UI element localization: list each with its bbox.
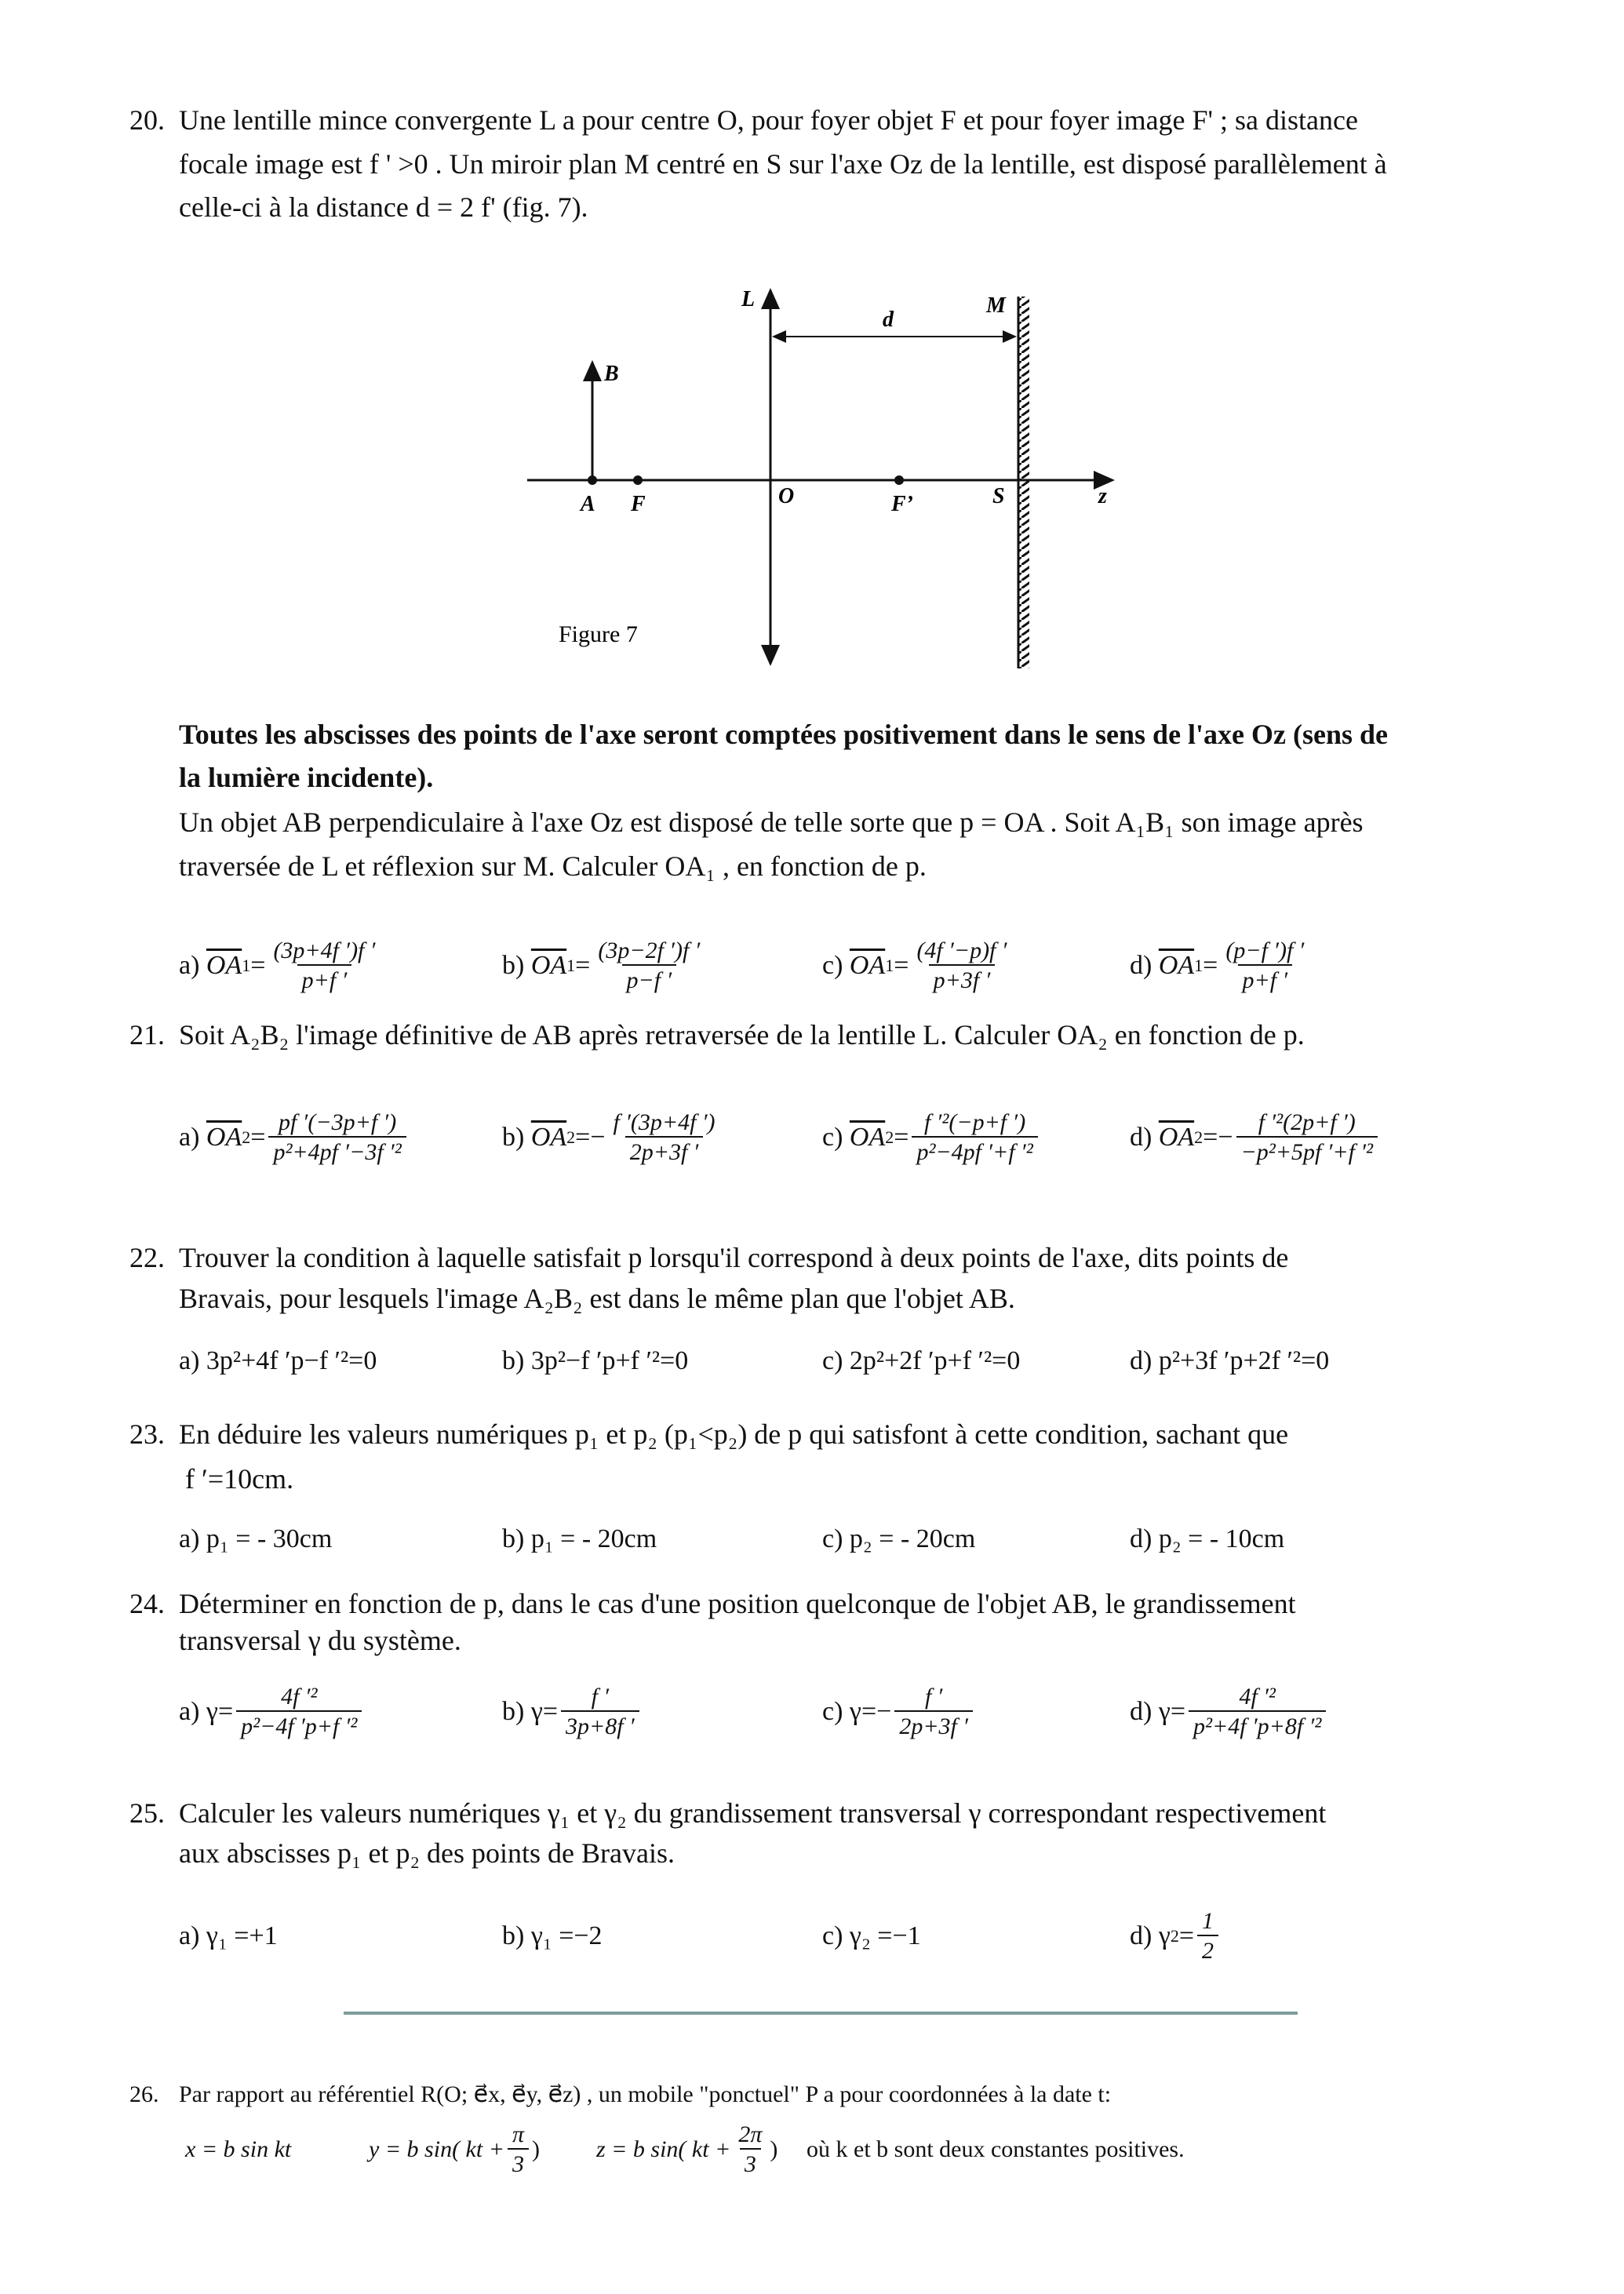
answer-option-a[interactable] — [179, 1909, 278, 1964]
option-fraction — [1189, 1684, 1326, 1740]
denominator: 3p+8f ′ — [561, 1710, 639, 1740]
z-eq-num: 2π — [738, 2121, 763, 2147]
option-fraction — [912, 938, 1011, 994]
answer-option-d[interactable] — [1130, 1110, 1381, 1165]
option-lhs: γ — [849, 1697, 861, 1726]
denominator: p²+4pf ′−3f ′² — [268, 1136, 406, 1166]
option-sign: = — [1178, 1921, 1195, 1950]
y-eq-num: π — [512, 2121, 524, 2147]
answer-option-d[interactable] — [1130, 1684, 1329, 1739]
question-number: 25. — [129, 1797, 165, 1829]
option-fraction — [1221, 938, 1309, 994]
option-fraction — [894, 1684, 973, 1740]
denominator: p+f ′ — [1238, 964, 1293, 994]
option-lhs: γ — [530, 1697, 543, 1726]
question-number: 24. — [129, 1588, 165, 1619]
option-label: a) — [179, 1697, 200, 1726]
option-label: a) — [179, 1123, 200, 1152]
option-label: d) — [1130, 1346, 1152, 1375]
denominator: p+3f ′ — [929, 964, 996, 994]
q23-line-1: En déduire les valeurs numériques p₁ et p₂ (p₁<p₂) de p qui satisfont à cette condition, sachant que — [179, 1418, 1289, 1450]
denominator: p+f ′ — [297, 964, 352, 994]
answer-option-d[interactable] — [1130, 938, 1312, 993]
option-sign: =− — [1203, 1123, 1233, 1152]
z-eq-pre: z = b sin( kt + — [596, 2136, 731, 2162]
answer-option-c[interactable] — [822, 1512, 975, 1567]
answer-option-d[interactable] — [1130, 1909, 1222, 1964]
z-eq-den: 3 — [740, 2148, 761, 2178]
label-z: z — [1098, 484, 1107, 508]
option-lhs: $\overline{OA}$ — [530, 1123, 567, 1152]
option-sign: = — [1203, 951, 1218, 980]
option-lhs: $\overline{OA}$ — [849, 1123, 886, 1152]
option-fraction — [1236, 1109, 1378, 1166]
option-label: a) — [179, 1921, 200, 1950]
q20-bold-line-1: Toutes les abscisses des points de l'axe seront comptées positivement dans le sens de l'axe Oz (sens de — [179, 719, 1389, 750]
option-sign: = — [894, 1123, 909, 1152]
q26-text: Par rapport au référentiel R(O; e⃗x, e⃗y, e⃗z) , un mobile "ponctuel" P a pour coordonnées à la date t: — [179, 2081, 1112, 2107]
option-subscript: 2 — [1194, 1127, 1203, 1147]
option-label: d) — [1130, 1697, 1152, 1726]
q20-line-1: Une lentille mince convergente L a pour centre O, pour foyer objet F et pour foyer image F' ; sa distance — [179, 104, 1358, 136]
option-fraction — [593, 938, 705, 994]
option-lhs: $\overline{OA}$ — [849, 951, 886, 980]
option-text: 2p²+2f ′p+f ′²=0 — [849, 1346, 1021, 1375]
option-label: a) — [179, 951, 200, 980]
numerator: f ′²(2p+f ′) — [1258, 1109, 1356, 1135]
denominator: p²−4f ′p+f ′² — [236, 1710, 362, 1740]
numerator: 4f ′² — [1239, 1684, 1276, 1710]
option-label: d) — [1130, 1921, 1152, 1950]
y-eq-pre: y = b sin( kt + — [369, 2136, 504, 2162]
option-sign: = — [1170, 1697, 1186, 1726]
q20-after-line-1: Un objet AB perpendiculaire à l'axe Oz est disposé de telle sorte que p = OA . Soit A₁B₁ son image après — [179, 807, 1364, 838]
numerator: (3p+4f ′)f ′ — [273, 938, 376, 963]
y-equation — [369, 2121, 540, 2177]
label-S: S — [992, 484, 1005, 508]
option-lhs: $\overline{OA}$ — [530, 951, 567, 980]
option-subscript: 1 — [566, 956, 576, 975]
answer-option-a[interactable] — [179, 1684, 365, 1739]
mirror-M — [1018, 297, 1029, 668]
question-number: 23. — [129, 1418, 165, 1450]
label-d: d — [883, 308, 894, 332]
option-lhs: γ — [206, 1697, 218, 1726]
option-text: p₂ = - 10cm — [1158, 1524, 1285, 1553]
denominator: 2 — [1197, 1935, 1218, 1964]
option-lhs: $\overline{OA}$ — [206, 951, 242, 980]
answer-option-b[interactable] — [502, 1334, 688, 1389]
answer-option-a[interactable] — [179, 938, 383, 993]
option-lhs: $\overline{OA}$ — [1158, 951, 1195, 980]
option-text: p₁ = - 20cm — [530, 1524, 657, 1553]
numerator: 4f ′² — [281, 1684, 318, 1710]
point-F — [633, 475, 643, 485]
option-label: c) — [822, 1921, 843, 1950]
option-label: c) — [822, 1346, 843, 1375]
y-eq-den: 3 — [508, 2148, 529, 2178]
q20-line-3: celle-ci à la distance d = 2 f' (fig. 7). — [179, 191, 588, 223]
option-label: b) — [502, 1346, 525, 1375]
option-lhs: $\overline{OA}$ — [1158, 1123, 1195, 1152]
denominator: p−f ′ — [622, 964, 677, 994]
q24-line-2: transversal γ du système. — [179, 1625, 461, 1656]
option-text: γ₁ =+1 — [206, 1921, 278, 1950]
denominator: p²−4pf ′+f ′² — [912, 1136, 1037, 1166]
option-label: b) — [502, 1123, 525, 1152]
option-label: a) — [179, 1346, 200, 1375]
label-B: B — [604, 362, 619, 386]
option-subscript: 2 — [885, 1127, 894, 1147]
answer-option-b[interactable] — [502, 1512, 657, 1567]
denominator: 2p+3f ′ — [625, 1136, 704, 1166]
numerator: 1 — [1202, 1908, 1214, 1934]
option-label: d) — [1130, 951, 1152, 980]
option-fraction — [609, 1109, 720, 1166]
q25-line-2: aux abscisses p₁ et p₂ des points de Bravais. — [179, 1837, 675, 1869]
point-F-prime — [894, 475, 904, 485]
option-sign: = — [894, 951, 909, 980]
option-label: b) — [502, 1921, 525, 1950]
q24-line-1: Déterminer en fonction de p, dans le cas d'une position quelconque de l'objet AB, le grandissement — [179, 1588, 1296, 1619]
option-fraction — [561, 1684, 639, 1740]
option-label: c) — [822, 1697, 843, 1726]
answer-option-a[interactable] — [179, 1334, 377, 1389]
option-subscript: 2 — [242, 1127, 251, 1147]
option-fraction — [912, 1109, 1037, 1166]
option-subscript: 1 — [242, 956, 251, 975]
option-label: b) — [502, 951, 525, 980]
option-label: d) — [1130, 1524, 1152, 1553]
denominator: 2p+3f ′ — [894, 1710, 973, 1740]
option-sign: = — [575, 951, 591, 980]
answer-option-c[interactable] — [822, 1909, 921, 1964]
q22-line-1: Trouver la condition à laquelle satisfait p lorsqu'il correspond à deux points de l'axe, dits points de — [179, 1242, 1289, 1273]
option-label: c) — [822, 951, 843, 980]
z-equation — [596, 2121, 778, 2177]
option-sign: = — [217, 1697, 234, 1726]
answer-option-a[interactable] — [179, 1110, 410, 1165]
question-number: 21. — [129, 1019, 165, 1051]
figure-7-lens-mirror-diagram — [0, 0, 1624, 706]
numerator: f ′(3p+4f ′) — [613, 1109, 716, 1135]
answer-option-b[interactable] — [502, 938, 708, 993]
option-lhs: γ — [1158, 1697, 1171, 1726]
option-sign: = — [250, 1123, 266, 1152]
option-fraction — [268, 938, 380, 994]
numerator: f ′²(−p+f ′) — [923, 1109, 1026, 1135]
option-text: p₂ = - 20cm — [849, 1524, 976, 1553]
label-O: O — [778, 484, 795, 508]
answer-option-b[interactable] — [502, 1909, 603, 1964]
q20-after-line-2: traversée de L et réflexion sur M. Calculer OA₁ , en fonction de p. — [179, 850, 927, 882]
q25-line-1: Calculer les valeurs numériques γ₁ et γ₂ du grandissement transversal γ correspondant respectivement — [179, 1797, 1327, 1829]
option-lhs: γ — [1158, 1921, 1171, 1950]
label-A: A — [581, 492, 595, 516]
answer-option-c[interactable] — [822, 1684, 976, 1739]
option-label: d) — [1130, 1123, 1152, 1152]
answer-option-c[interactable] — [822, 938, 1014, 993]
option-label: a) — [179, 1524, 200, 1553]
q20-line-2: focale image est f ' >0 . Un miroir plan M centré en S sur l'axe Oz de la lentille, est disposé parallèlement à — [179, 148, 1387, 180]
option-subscript: 2 — [1170, 1926, 1179, 1946]
option-text: 3p²−f ′p+f ′²=0 — [530, 1346, 689, 1375]
option-subscript: 2 — [566, 1127, 576, 1147]
option-label: c) — [822, 1123, 843, 1152]
label-L: L — [741, 287, 756, 311]
denominator: −p²+5pf ′+f ′² — [1236, 1136, 1378, 1166]
option-subscript: 1 — [885, 956, 894, 975]
option-sign: = — [250, 951, 266, 980]
option-text: γ₂ =−1 — [849, 1921, 921, 1950]
option-label: b) — [502, 1524, 525, 1553]
numerator: f ′ — [591, 1684, 610, 1710]
option-sign: =− — [575, 1123, 606, 1152]
numerator: f ′ — [924, 1684, 943, 1710]
numerator: (p−f ′)f ′ — [1225, 938, 1305, 963]
numerator: pf ′(−3p+f ′) — [278, 1109, 397, 1135]
answer-option-c[interactable] — [822, 1334, 1020, 1389]
option-sign: = — [542, 1697, 559, 1726]
section-separator — [344, 2012, 1298, 2015]
option-text: γ₁ =−2 — [530, 1921, 603, 1950]
numerator: (3p−2f ′)f ′ — [598, 938, 701, 963]
option-fraction — [236, 1684, 362, 1740]
point-A — [588, 475, 597, 485]
z-eq-post: ) — [770, 2136, 778, 2162]
option-text: 3p²+4f ′p−f ′²=0 — [206, 1346, 377, 1375]
answer-option-a[interactable] — [179, 1512, 332, 1567]
numerator: (4f ′−p)f ′ — [916, 938, 1007, 963]
figure-caption: Figure 7 — [559, 621, 638, 647]
option-fraction — [1197, 1908, 1218, 1964]
answer-option-c[interactable] — [822, 1110, 1041, 1165]
option-lhs: $\overline{OA}$ — [206, 1123, 242, 1152]
q23-line-2: f ′=10cm. — [185, 1463, 294, 1495]
q21-text: Soit A₂B₂ l'image définitive de AB après retraversée de la lentille L. Calculer OA₂ en fonction de p. — [179, 1019, 1305, 1051]
q22-line-2: Bravais, pour lesquels l'image A₂B₂ est dans le même plan que l'objet AB. — [179, 1283, 1015, 1314]
x-equation: x = b sin kt — [185, 2136, 292, 2162]
y-eq-post: ) — [532, 2136, 540, 2162]
option-text: p²+3f ′p+2f ′²=0 — [1158, 1346, 1330, 1375]
option-label: b) — [502, 1697, 525, 1726]
label-F: F — [631, 492, 646, 516]
option-text: p₁ = - 30cm — [206, 1524, 333, 1553]
option-label: c) — [822, 1524, 843, 1553]
answer-option-d[interactable] — [1130, 1334, 1329, 1389]
q20-bold-line-2: la lumière incidente). — [179, 762, 434, 793]
question-number: 20. — [129, 104, 165, 136]
option-fraction — [268, 1109, 406, 1166]
answer-option-b[interactable] — [502, 1684, 643, 1739]
answer-option-b[interactable] — [502, 1110, 723, 1165]
label-F-prime: F’ — [891, 492, 913, 516]
option-subscript: 1 — [1194, 956, 1203, 975]
question-number: 26. — [129, 2081, 159, 2107]
answer-option-d[interactable] — [1130, 1512, 1284, 1567]
q26-tail: où k et b sont deux constantes positives. — [807, 2136, 1185, 2162]
label-M: M — [986, 293, 1006, 318]
denominator: p²+4f ′p+8f ′² — [1189, 1710, 1326, 1740]
question-number: 22. — [129, 1242, 165, 1273]
option-sign: =− — [861, 1697, 892, 1726]
